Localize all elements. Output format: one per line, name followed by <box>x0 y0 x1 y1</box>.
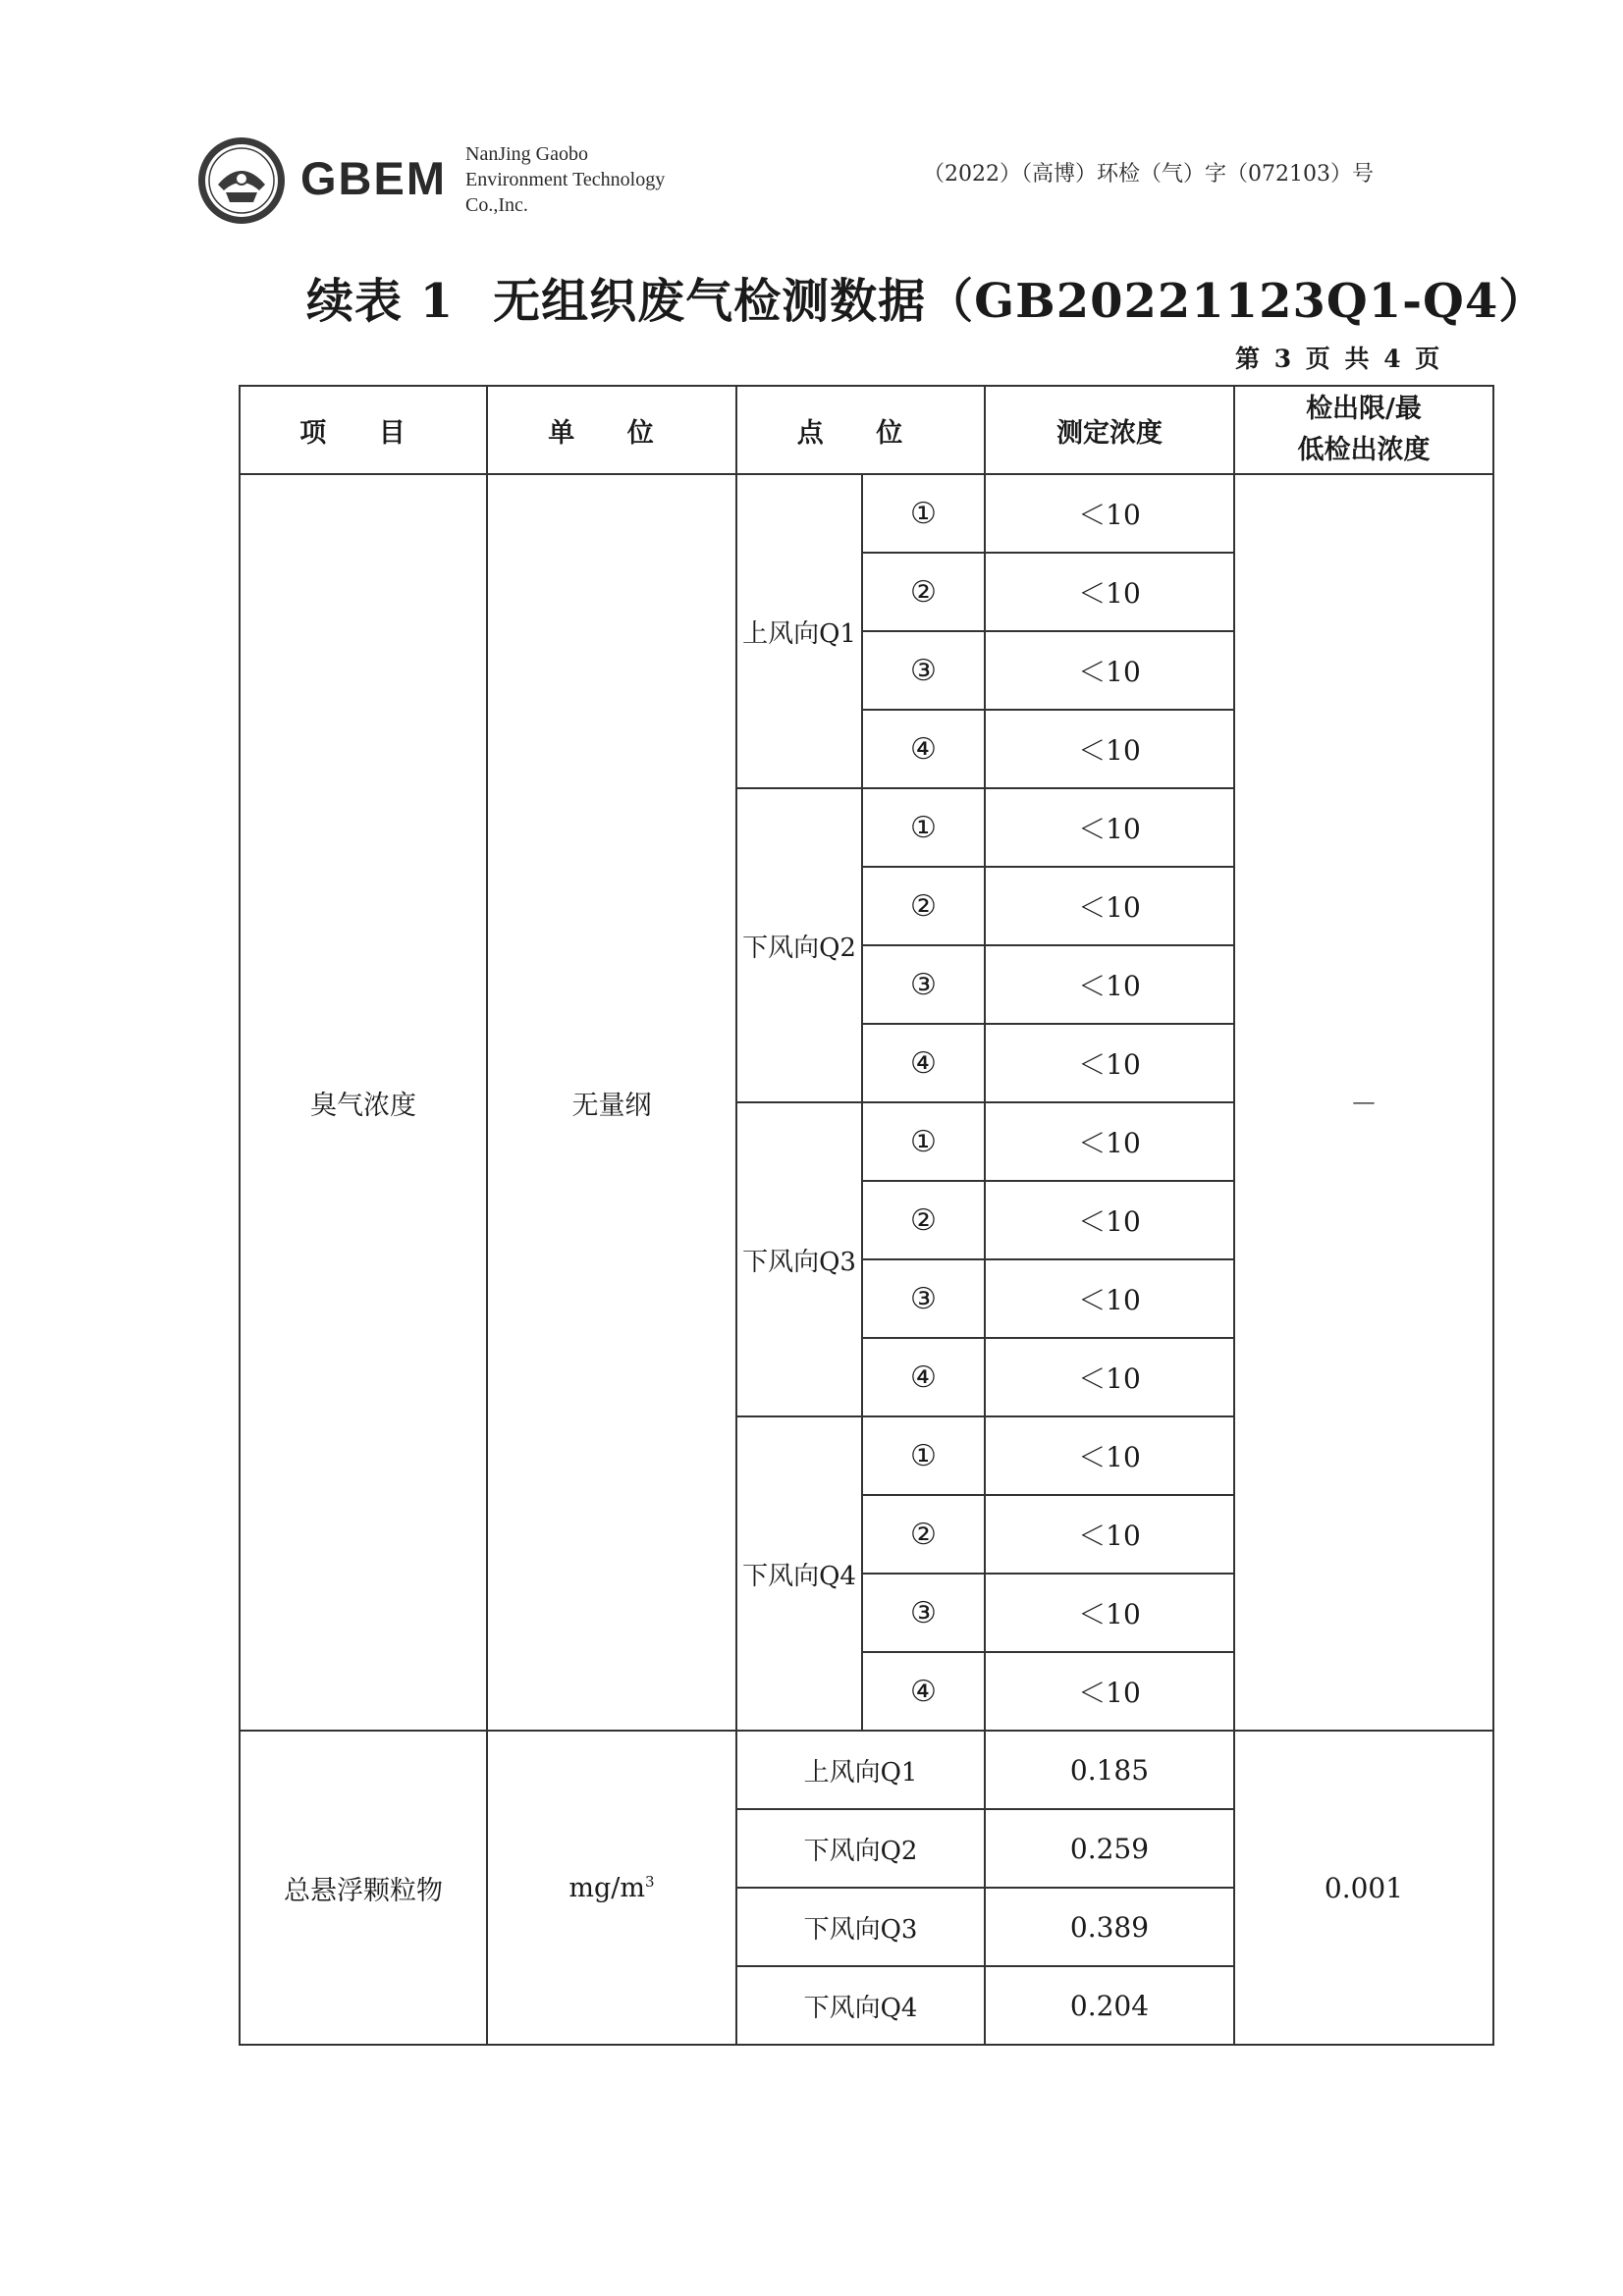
point-label: 下风向Q3 <box>736 1102 862 1416</box>
header-item: 项 目 <box>240 386 487 474</box>
sample-number: ③ <box>862 1574 985 1652</box>
limit-tsp: 0.001 <box>1234 1731 1493 2045</box>
data-table <box>239 385 1494 2046</box>
unit-odor: 无量纲 <box>487 474 736 1731</box>
company-line: Environment Technology <box>465 169 666 190</box>
page-indicator: 第 3 页 共 4 页 <box>1235 345 1443 373</box>
sample-number: ③ <box>862 631 985 710</box>
concentration-value: 0.259 <box>985 1809 1234 1888</box>
table-row <box>240 474 1493 553</box>
concentration-value: ＜10 <box>985 1102 1234 1181</box>
concentration-value: 0.185 <box>985 1731 1234 1809</box>
sample-number: ③ <box>862 945 985 1024</box>
concentration-value: ＜10 <box>985 788 1234 867</box>
concentration-value: ＜10 <box>985 1259 1234 1338</box>
header-concentration: 测定浓度 <box>985 386 1234 474</box>
item-odor: 臭气浓度 <box>240 474 487 1731</box>
concentration-value: ＜10 <box>985 1338 1234 1416</box>
concentration-value: 0.204 <box>985 1966 1234 2045</box>
point-label: 下风向Q4 <box>736 1966 985 2045</box>
limit-odor: － <box>1234 474 1493 1731</box>
point-label: 下风向Q2 <box>736 788 862 1102</box>
sample-number: ② <box>862 553 985 631</box>
point-label: 下风向Q3 <box>736 1888 985 1966</box>
sample-number: ① <box>862 788 985 867</box>
sample-number: ④ <box>862 1338 985 1416</box>
concentration-value: ＜10 <box>985 1181 1234 1259</box>
unit-tsp: $mg/m^3$ <box>487 1731 736 2045</box>
concentration-value: ＜10 <box>985 867 1234 945</box>
sample-number: ② <box>862 867 985 945</box>
header-point: 点 位 <box>736 386 985 474</box>
point-label: 下风向Q2 <box>736 1809 985 1888</box>
point-label: 上风向Q1 <box>736 1731 985 1809</box>
sample-number: ④ <box>862 710 985 788</box>
sample-number: ② <box>862 1181 985 1259</box>
gbem-seal-logo-icon <box>196 135 287 226</box>
concentration-value: ＜10 <box>985 553 1234 631</box>
concentration-value: ＜10 <box>985 474 1234 553</box>
table-header-row <box>240 386 1493 474</box>
concentration-value: ＜10 <box>985 1024 1234 1102</box>
header-unit: 单 位 <box>487 386 736 474</box>
sample-number: ① <box>862 1102 985 1181</box>
concentration-value: ＜10 <box>985 1495 1234 1574</box>
concentration-value: ＜10 <box>985 710 1234 788</box>
document-title <box>306 263 1546 331</box>
concentration-value: ＜10 <box>985 1574 1234 1652</box>
point-label: 上风向Q1 <box>736 474 862 788</box>
company-name <box>465 141 665 218</box>
company-line: NanJing Gaobo <box>465 143 588 165</box>
concentration-value: ＜10 <box>985 1652 1234 1731</box>
sample-number: ④ <box>862 1024 985 1102</box>
sample-number: ② <box>862 1495 985 1574</box>
point-label: 下风向Q4 <box>736 1416 862 1731</box>
table-row <box>240 1731 1493 1809</box>
brand-name: GBEM <box>300 152 447 204</box>
title-prefix: 续表 1 <box>306 274 455 329</box>
concentration-value: ＜10 <box>985 1416 1234 1495</box>
sample-number: ① <box>862 1416 985 1495</box>
item-tsp: 总悬浮颗粒物 <box>240 1731 487 2045</box>
sample-number: ④ <box>862 1652 985 1731</box>
sample-number: ③ <box>862 1259 985 1338</box>
concentration-value: ＜10 <box>985 945 1234 1024</box>
company-line: Co.,Inc. <box>465 194 528 216</box>
concentration-value: ＜10 <box>985 631 1234 710</box>
concentration-value: 0.389 <box>985 1888 1234 1966</box>
header-detection-limit: 检出限/最 低检出浓度 <box>1234 386 1493 474</box>
report-number: （2022）（高博）环检（气）字（072103）号 <box>923 162 1374 187</box>
sample-number: ① <box>862 474 985 553</box>
title-main: 无组织废气检测数据（GB20221123Q1-Q4） <box>493 274 1547 329</box>
company-logo <box>196 135 287 226</box>
